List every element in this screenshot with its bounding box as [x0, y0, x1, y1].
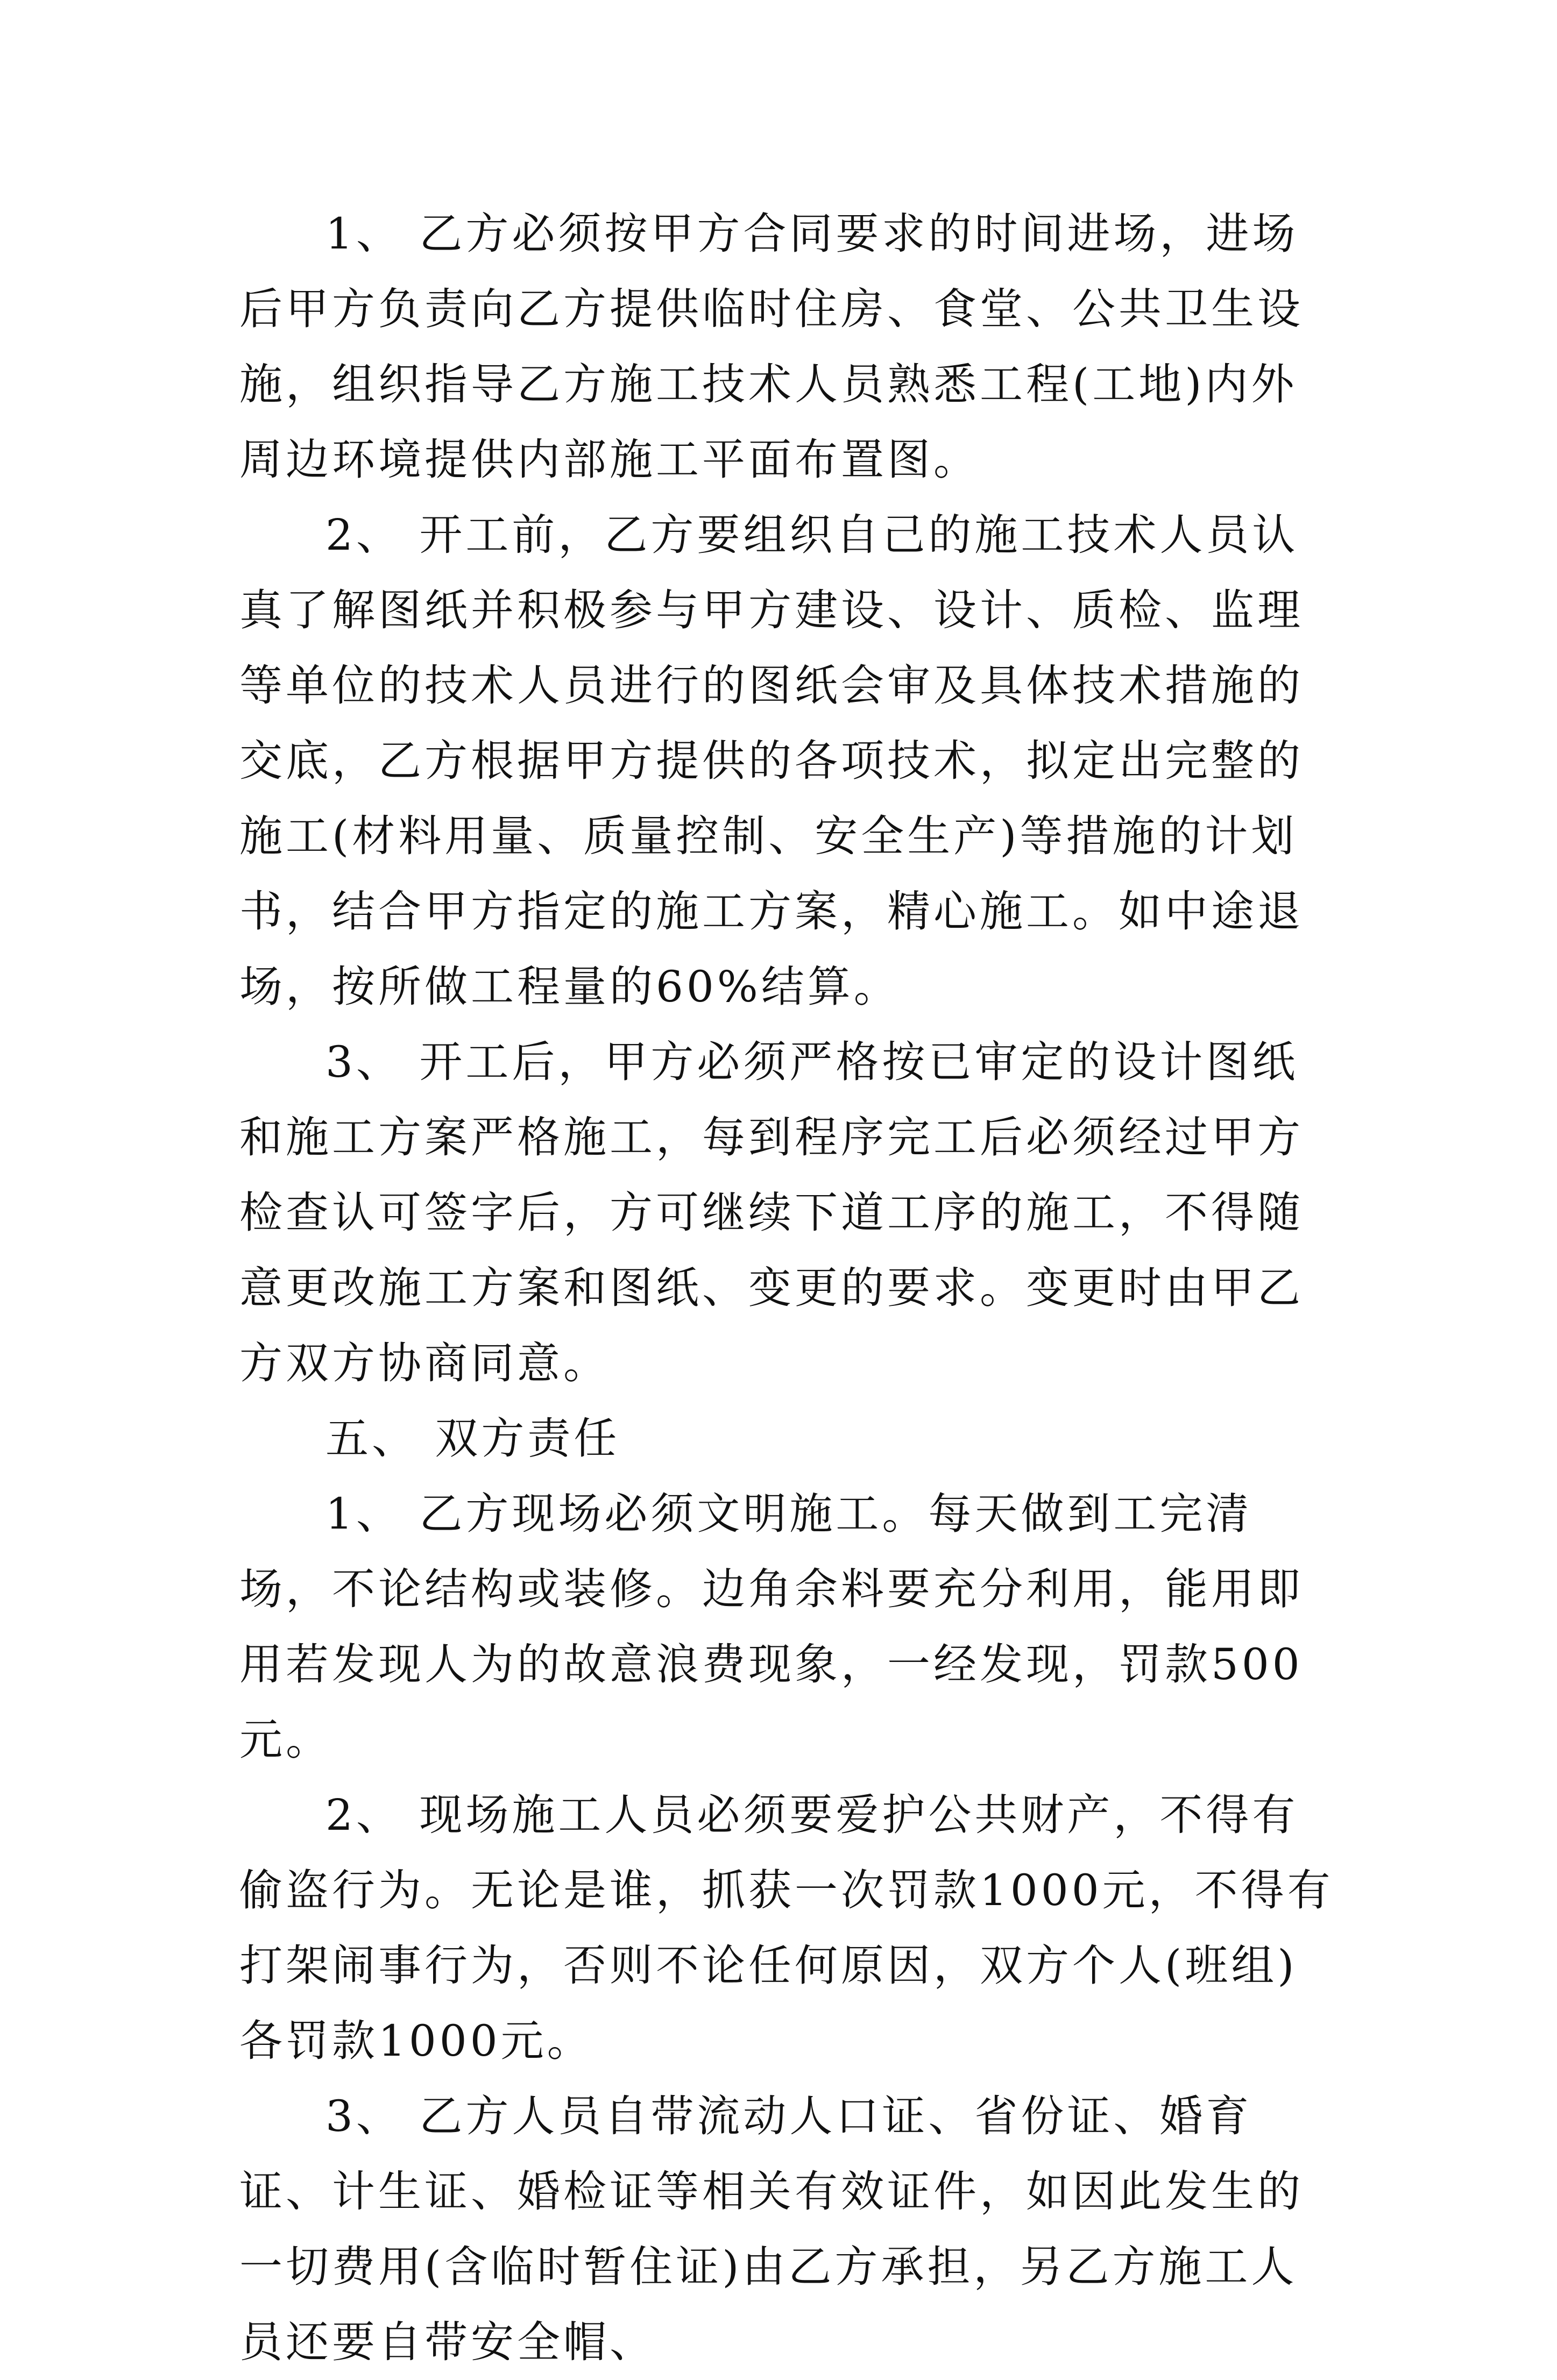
paragraph-2: 2、 开工前，乙方要组织自己的施工技术人员认真了解图纸并积极参与甲方建设、设计、质检、监理等单位的技术人员进行的图纸会审及具体技术措施的交底，乙方根据甲方提供的各项技术，拟定出完整的施工(材料用量、质量控制、安全生产)等措施的计划书，结合甲方指定的施工方案，精心施工。如中途退场，按所做工程量的60%结算。 — [239, 510, 1304, 1012]
paragraph-3: 3、 开工后，甲方必须严格按已审定的设计图纸和施工方案严格施工，每到程序完工后必须经过甲方检查认可签字后，方可继续下道工序的施工，不得随意更改施工方案和图纸、变更的要求。变更时由甲乙方双方协商同意。 — [239, 1037, 1304, 1388]
section-paragraph-2: 2、 现场施工人员必须要爱护公共财产，不得有偷盗行为。无论是谁，抓获一次罚款1000元，不得有打架闹事行为，否则不论任何原因，双方个人(班组)各罚款1000元。 — [239, 1790, 1334, 2066]
document-body — [239, 196, 1342, 2380]
section-paragraph-1: 1、 乙方现场必须文明施工。每天做到工完清场，不论结构或装修。边角余料要充分利用，能用即用若发现人为的故意浪费现象，一经发现，罚款500元。 — [239, 1489, 1304, 1765]
paragraph-1: 1、 乙方必须按甲方合同要求的时间进场，进场后甲方负责向乙方提供临时住房、食堂、公共卫生设施，组织指导乙方施工技术人员熟悉工程(工地)内外周边环境提供内部施工平面布置图。 — [239, 209, 1304, 485]
section-heading: 五、 双方责任 — [325, 1413, 620, 1463]
section-paragraph-3: 3、 乙方人员自带流动人口证、省份证、婚育证、计生证、婚检证等相关有效证件，如因此发生的一切费用(含临时暂住证)由乙方承担，另乙方施工人员还要自带安全帽、 — [239, 2091, 1304, 2367]
